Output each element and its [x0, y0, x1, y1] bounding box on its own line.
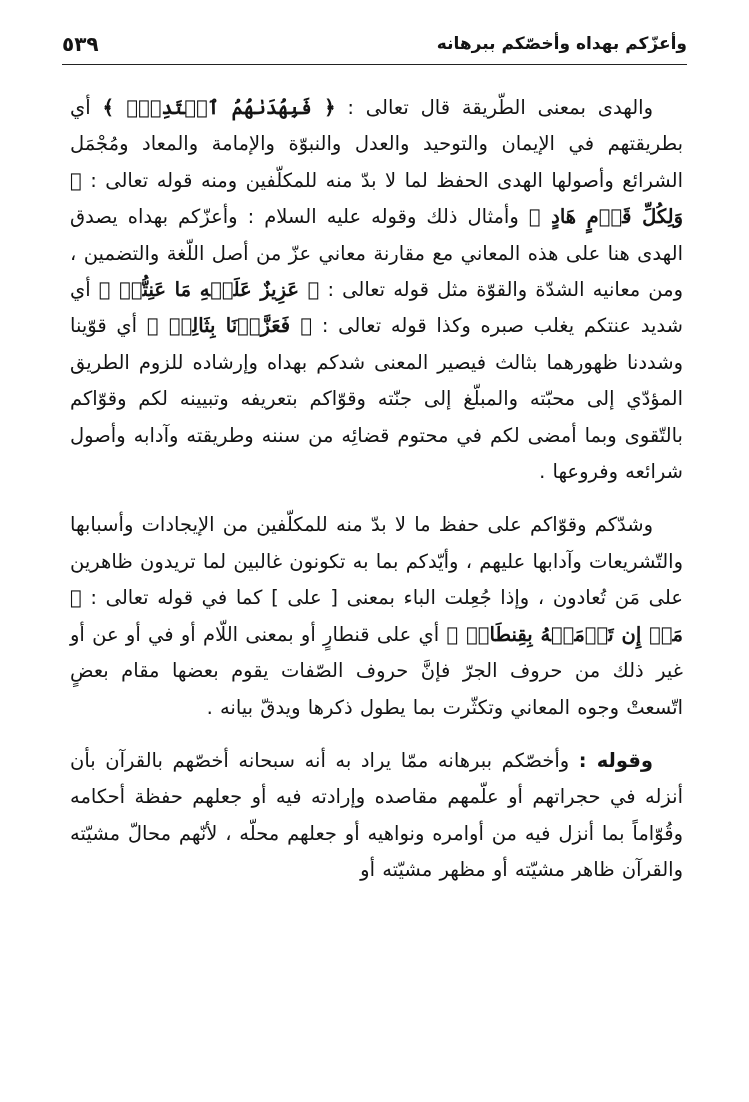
quran-verse: ﴿ مَنۡ إِن تَأۡمَنۡهُ بِقِنطَارٖ ﴾ — [70, 586, 683, 646]
header-divider — [62, 64, 687, 65]
text-segment: أي على قنطارٍ أو بمعنى اللّام أو في أو عن أو غير ذلك من حروف الجرّ فإنَّ حروف الصّفات يقوم بعضها مقام بعضٍ اتّسعتْ وجوه المعاني وتكثّرت بما يطول ذكرها ويدقّ بيانه . — [70, 622, 683, 719]
paragraph-lead: وقوله : — [578, 748, 653, 772]
text-segment: وشدّكم وقوّاكم على حفظ ما لا بدّ منه للمكلّفين من الإيجادات وأسبابها والتّشريعات وآدابها عليهم ، وأيّدكم بما به تكونون غالبين لما تريدون ظاهرين على مَن تُعادون ، وإذا جُعِلت الباء بمعنى [ على ] كما في قوله تعالى : — [70, 513, 683, 610]
paragraph-1 — [70, 90, 683, 490]
page-body — [70, 90, 683, 889]
paragraph-2 — [70, 507, 683, 725]
quran-verse: ﴿ عَزِيزٌ عَلَيۡهِ مَا عَنِتُّمۡ ﴾ — [98, 278, 320, 302]
running-title: وأعزّكم بهداه وأخصّكم ببرهانه — [436, 34, 687, 54]
text-segment: أي قوّينا وشددنا ظهورهما بثالث فيصير المعنى شدكم بهداه وإرشاده للزوم الطريق المؤدّي إلى محبّته والمبلّغ إلى جنّته وقوّاكم بتعريفه وتبيينه لكم وقوّاكم بالتّقوى وبما أمضى لكم في محتوم قضائِه من سننه وطريقته وآدابه وأصول شرائعه وفروعها . — [70, 314, 683, 484]
text-segment: وأمثال ذلك وقوله عليه السلام : وأعزّكم بهداه يصدق الهدى هنا على هذه المعاني مع مقارنة معاني عزّ من أصل اللّغة والتضمين ، ومن معانيه الشدّة والقوّة مثل قوله تعالى : — [70, 205, 683, 302]
text-segment: أي شديد عنتكم يغلب صبره وكذا قوله تعالى : — [70, 278, 683, 338]
text-segment: أي بطريقتهم في الإيمان والتوحيد والعدل والنبوّة والإمامة والمعاد ومُجْمَل الشرائع وأصولها الهدى الحفظ لما لا بدّ منه للمكلّفين ومنه قوله تعالى : — [70, 96, 683, 192]
paragraph-3 — [70, 743, 683, 889]
page-number: ٥٣٩ — [62, 32, 99, 56]
page-header — [62, 30, 687, 64]
quran-verse: ﴿ وَلِكُلِّ قَوۡمٍ هَادٍ ﴾ — [70, 168, 683, 229]
text-segment: وأخصّكم ببرهانه ممّا يراد به أنه سبحانه أخصّهم بالقرآن بأن أنزله في حجراتهم أو علّمهم مقاصده وإرادته فيه أو جعلهم حفظة أحكامه وقُوّاماً بما أنزل فيه من أوامره ونواهيه أو جعلهم محلّه ، لأنّهم محالّ مشيّته والقرآن ظاهر مشيّته أو مظهر مشيّته أو — [70, 748, 683, 882]
text-segment: والهدى بمعنى الطّريقة قال تعالى : — [335, 96, 653, 119]
quran-verse: ﴿ فَبِهُدَىٰهُمُ ٱقۡتَدِهۡۗ ﴾ — [102, 96, 336, 119]
quran-verse: ﴿ فَعَزَّزۡنَا بِثَالِثٖ ﴾ — [146, 314, 313, 338]
